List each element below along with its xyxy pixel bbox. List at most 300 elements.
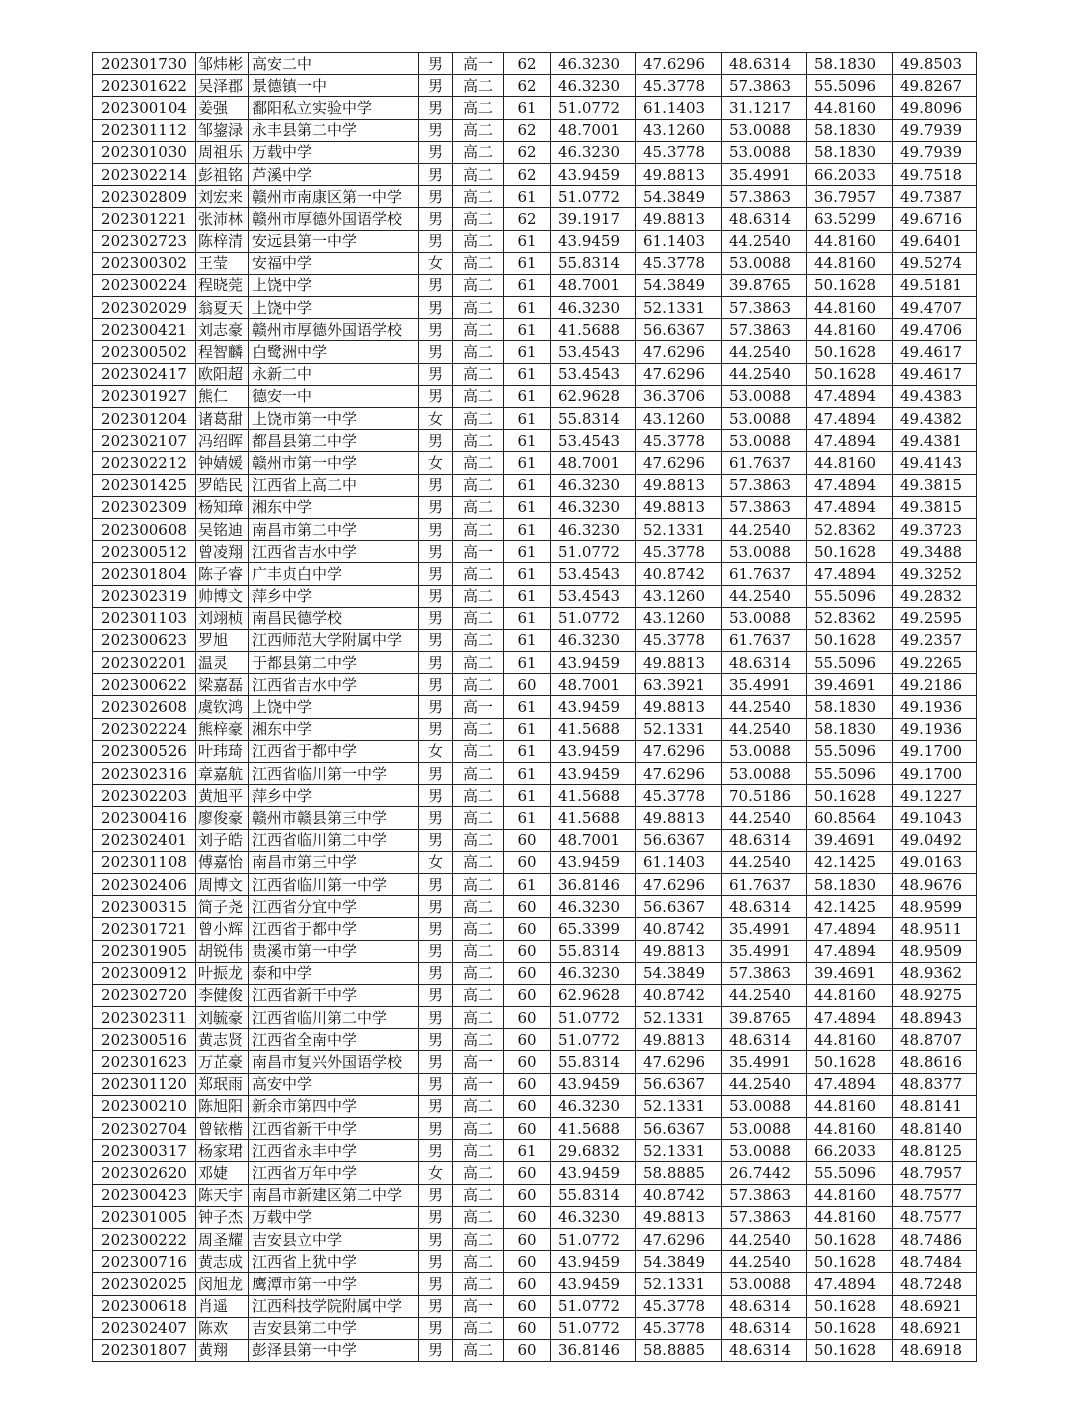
school-cell: 江西省新干中学 — [249, 1118, 419, 1140]
table-row — [93, 718, 977, 740]
school-cell: 赣州市南康区第一中学 — [249, 186, 419, 208]
score1-cell: 43.9459 — [551, 696, 636, 718]
student-id-cell: 202302319 — [93, 585, 196, 607]
score2-cell: 54.3849 — [636, 274, 722, 296]
score2-cell: 61.1403 — [636, 230, 722, 252]
score4-cell: 50.1628 — [807, 363, 893, 385]
score4-cell: 47.4894 — [807, 918, 893, 940]
score4-cell: 58.1830 — [807, 696, 893, 718]
grade-cell: 高二 — [453, 1118, 504, 1140]
score2-cell: 49.8813 — [636, 652, 722, 674]
table-row — [93, 297, 977, 319]
table-row — [93, 319, 977, 341]
score-cell: 61 — [504, 740, 551, 762]
score2-cell: 40.8742 — [636, 984, 722, 1006]
score3-cell: 57.3863 — [722, 319, 807, 341]
score4-cell: 66.2033 — [807, 1140, 893, 1162]
gender-cell: 男 — [419, 1273, 453, 1295]
score4-cell: 36.7957 — [807, 186, 893, 208]
name-cell: 诸葛甜 — [196, 408, 249, 430]
name-cell: 罗旭 — [196, 629, 249, 651]
gender-cell: 男 — [419, 141, 453, 163]
score2-cell: 58.8885 — [636, 1162, 722, 1184]
score3-cell: 70.5186 — [722, 785, 807, 807]
grade-cell: 高二 — [453, 829, 504, 851]
score-cell: 60 — [504, 1206, 551, 1228]
student-id-cell: 202302025 — [93, 1273, 196, 1295]
score1-cell: 43.9459 — [551, 1251, 636, 1273]
final-score-cell: 48.9676 — [893, 873, 977, 895]
score3-cell: 44.2540 — [722, 1251, 807, 1273]
score1-cell: 55.8314 — [551, 408, 636, 430]
table-row — [93, 1206, 977, 1228]
score-cell: 60 — [504, 1051, 551, 1073]
score2-cell: 43.1260 — [636, 607, 722, 629]
score1-cell: 41.5688 — [551, 785, 636, 807]
student-id-cell: 202301425 — [93, 474, 196, 496]
score1-cell: 51.0772 — [551, 1029, 636, 1051]
score-cell: 61 — [504, 541, 551, 563]
table-row — [93, 385, 977, 407]
name-cell: 陈天宇 — [196, 1184, 249, 1206]
school-cell: 贵溪市第一中学 — [249, 940, 419, 962]
final-score-cell: 48.9362 — [893, 962, 977, 984]
gender-cell: 男 — [419, 696, 453, 718]
score3-cell: 35.4991 — [722, 940, 807, 962]
score-cell: 60 — [504, 1273, 551, 1295]
grade-cell: 高二 — [453, 1317, 504, 1339]
score1-cell: 55.8314 — [551, 1184, 636, 1206]
score2-cell: 49.8813 — [636, 696, 722, 718]
school-cell: 江西科技学院附属中学 — [249, 1295, 419, 1317]
school-cell: 永丰县第二中学 — [249, 119, 419, 141]
final-score-cell: 49.0492 — [893, 829, 977, 851]
student-id-cell: 202301927 — [93, 385, 196, 407]
gender-cell: 男 — [419, 430, 453, 452]
score2-cell: 52.1331 — [636, 1273, 722, 1295]
gender-cell: 男 — [419, 518, 453, 540]
score2-cell: 56.6367 — [636, 829, 722, 851]
table-row — [93, 763, 977, 785]
score3-cell: 48.6314 — [722, 1029, 807, 1051]
gender-cell: 男 — [419, 607, 453, 629]
score1-cell: 62.9628 — [551, 385, 636, 407]
score1-cell: 43.9459 — [551, 1162, 636, 1184]
grade-cell: 高二 — [453, 674, 504, 696]
score3-cell: 44.2540 — [722, 1073, 807, 1095]
score4-cell: 50.1628 — [807, 1339, 893, 1361]
score3-cell: 44.2540 — [722, 696, 807, 718]
student-id-cell: 202302417 — [93, 363, 196, 385]
score1-cell: 48.7001 — [551, 674, 636, 696]
final-score-cell: 49.2265 — [893, 652, 977, 674]
score1-cell: 53.4543 — [551, 430, 636, 452]
grade-cell: 高二 — [453, 1228, 504, 1250]
score-cell: 61 — [504, 341, 551, 363]
table-row — [93, 496, 977, 518]
score1-cell: 43.9459 — [551, 763, 636, 785]
score4-cell: 44.8160 — [807, 1206, 893, 1228]
score3-cell: 53.0088 — [722, 1095, 807, 1117]
table-row — [93, 518, 977, 540]
grade-cell: 高二 — [453, 940, 504, 962]
grade-cell: 高二 — [453, 1029, 504, 1051]
student-id-cell: 202301804 — [93, 563, 196, 585]
score-cell: 61 — [504, 319, 551, 341]
school-cell: 泰和中学 — [249, 962, 419, 984]
gender-cell: 女 — [419, 851, 453, 873]
student-id-cell: 202302203 — [93, 785, 196, 807]
final-score-cell: 49.3252 — [893, 563, 977, 585]
school-cell: 安远县第一中学 — [249, 230, 419, 252]
score-cell: 62 — [504, 53, 551, 75]
table-row — [93, 785, 977, 807]
school-cell: 江西省万年中学 — [249, 1162, 419, 1184]
score3-cell: 44.2540 — [722, 585, 807, 607]
student-id-cell: 202300302 — [93, 252, 196, 274]
score1-cell: 36.8146 — [551, 1339, 636, 1361]
score-cell: 60 — [504, 1162, 551, 1184]
score1-cell: 43.9459 — [551, 230, 636, 252]
gender-cell: 男 — [419, 385, 453, 407]
table-row — [93, 141, 977, 163]
school-cell: 南昌市新建区第二中学 — [249, 1184, 419, 1206]
final-score-cell: 49.1700 — [893, 740, 977, 762]
table-row — [93, 474, 977, 496]
gender-cell: 男 — [419, 1228, 453, 1250]
score1-cell: 46.3230 — [551, 141, 636, 163]
school-cell: 吉安县第二中学 — [249, 1317, 419, 1339]
table-row — [93, 186, 977, 208]
score1-cell: 51.0772 — [551, 1228, 636, 1250]
score4-cell: 47.4894 — [807, 1073, 893, 1095]
final-score-cell: 49.5274 — [893, 252, 977, 274]
school-cell: 上饶中学 — [249, 274, 419, 296]
school-cell: 江西省上犹中学 — [249, 1251, 419, 1273]
student-id-cell: 202302608 — [93, 696, 196, 718]
score4-cell: 42.1425 — [807, 851, 893, 873]
name-cell: 陈欢 — [196, 1317, 249, 1339]
score4-cell: 47.4894 — [807, 408, 893, 430]
school-cell: 江西省上高二中 — [249, 474, 419, 496]
final-score-cell: 49.1043 — [893, 807, 977, 829]
table-row — [93, 896, 977, 918]
score2-cell: 45.3778 — [636, 252, 722, 274]
score4-cell: 44.8160 — [807, 1118, 893, 1140]
student-id-cell: 202301623 — [93, 1051, 196, 1073]
score4-cell: 50.1628 — [807, 1295, 893, 1317]
grade-cell: 高一 — [453, 541, 504, 563]
score1-cell: 46.3230 — [551, 297, 636, 319]
score2-cell: 61.1403 — [636, 851, 722, 873]
name-cell: 万芷豪 — [196, 1051, 249, 1073]
score4-cell: 63.5299 — [807, 208, 893, 230]
student-id-cell: 202300622 — [93, 674, 196, 696]
table-row — [93, 607, 977, 629]
score3-cell: 53.0088 — [722, 740, 807, 762]
gender-cell: 男 — [419, 629, 453, 651]
name-cell: 翁夏天 — [196, 297, 249, 319]
grade-cell: 高二 — [453, 230, 504, 252]
table-row — [93, 163, 977, 185]
grade-cell: 高一 — [453, 1295, 504, 1317]
score1-cell: 43.9459 — [551, 163, 636, 185]
student-id-cell: 202300416 — [93, 807, 196, 829]
name-cell: 周圣耀 — [196, 1228, 249, 1250]
score3-cell: 48.6314 — [722, 896, 807, 918]
school-cell: 永新二中 — [249, 363, 419, 385]
gender-cell: 男 — [419, 1317, 453, 1339]
score4-cell: 47.4894 — [807, 474, 893, 496]
student-id-cell: 202302401 — [93, 829, 196, 851]
school-cell: 赣州市赣县第三中学 — [249, 807, 419, 829]
grade-cell: 高一 — [453, 696, 504, 718]
student-id-cell: 202300104 — [93, 97, 196, 119]
gender-cell: 女 — [419, 408, 453, 430]
table-row — [93, 1339, 977, 1361]
grade-cell: 高二 — [453, 408, 504, 430]
name-cell: 叶玮琦 — [196, 740, 249, 762]
final-score-cell: 49.6716 — [893, 208, 977, 230]
score1-cell: 62.9628 — [551, 984, 636, 1006]
student-id-cell: 202300516 — [93, 1029, 196, 1051]
score3-cell: 35.4991 — [722, 1051, 807, 1073]
score2-cell: 52.1331 — [636, 1095, 722, 1117]
school-cell: 湘东中学 — [249, 496, 419, 518]
school-cell: 萍乡中学 — [249, 785, 419, 807]
score2-cell: 45.3778 — [636, 1317, 722, 1339]
score3-cell: 53.0088 — [722, 1273, 807, 1295]
score3-cell: 57.3863 — [722, 297, 807, 319]
school-cell: 赣州市第一中学 — [249, 452, 419, 474]
school-cell: 江西省临川第二中学 — [249, 829, 419, 851]
score4-cell: 44.8160 — [807, 452, 893, 474]
gender-cell: 男 — [419, 163, 453, 185]
name-cell: 邹鋆渌 — [196, 119, 249, 141]
school-cell: 江西省临川第一中学 — [249, 763, 419, 785]
grade-cell: 高二 — [453, 652, 504, 674]
table-row — [93, 408, 977, 430]
grade-cell: 高二 — [453, 141, 504, 163]
table-row — [93, 585, 977, 607]
score2-cell: 49.8813 — [636, 940, 722, 962]
gender-cell: 男 — [419, 274, 453, 296]
school-cell: 湘东中学 — [249, 718, 419, 740]
grade-cell: 高一 — [453, 1051, 504, 1073]
table-row — [93, 97, 977, 119]
school-cell: 安福中学 — [249, 252, 419, 274]
score2-cell: 54.3849 — [636, 186, 722, 208]
table-row — [93, 918, 977, 940]
table-row — [93, 940, 977, 962]
score1-cell: 41.5688 — [551, 807, 636, 829]
final-score-cell: 49.2832 — [893, 585, 977, 607]
table-row — [93, 1095, 977, 1117]
student-id-cell: 202300222 — [93, 1228, 196, 1250]
table-row — [93, 873, 977, 895]
final-score-cell: 48.8141 — [893, 1095, 977, 1117]
score2-cell: 47.6296 — [636, 873, 722, 895]
score1-cell: 48.7001 — [551, 274, 636, 296]
final-score-cell: 48.9511 — [893, 918, 977, 940]
final-score-cell: 48.8125 — [893, 1140, 977, 1162]
score2-cell: 40.8742 — [636, 563, 722, 585]
score-cell: 60 — [504, 829, 551, 851]
name-cell: 姜强 — [196, 97, 249, 119]
grade-cell: 高二 — [453, 1095, 504, 1117]
name-cell: 帅博文 — [196, 585, 249, 607]
grade-cell: 高二 — [453, 807, 504, 829]
grade-cell: 高二 — [453, 1184, 504, 1206]
school-cell: 吉安县立中学 — [249, 1228, 419, 1250]
score-cell: 61 — [504, 652, 551, 674]
score1-cell: 46.3230 — [551, 962, 636, 984]
school-cell: 江西省永丰中学 — [249, 1140, 419, 1162]
name-cell: 傅嘉怡 — [196, 851, 249, 873]
grade-cell: 高二 — [453, 763, 504, 785]
table-row — [93, 696, 977, 718]
student-id-cell: 202302029 — [93, 297, 196, 319]
student-id-cell: 202300210 — [93, 1095, 196, 1117]
score1-cell: 43.9459 — [551, 851, 636, 873]
score3-cell: 53.0088 — [722, 607, 807, 629]
score2-cell: 56.6367 — [636, 1118, 722, 1140]
table-row — [93, 252, 977, 274]
gender-cell: 男 — [419, 918, 453, 940]
score1-cell: 43.9459 — [551, 1073, 636, 1095]
score-cell: 61 — [504, 718, 551, 740]
score4-cell: 44.8160 — [807, 252, 893, 274]
table-row — [93, 230, 977, 252]
final-score-cell: 48.8377 — [893, 1073, 977, 1095]
score2-cell: 54.3849 — [636, 1251, 722, 1273]
student-id-cell: 202302809 — [93, 186, 196, 208]
gender-cell: 男 — [419, 363, 453, 385]
score3-cell: 44.2540 — [722, 851, 807, 873]
score4-cell: 47.4894 — [807, 496, 893, 518]
final-score-cell: 49.8096 — [893, 97, 977, 119]
score2-cell: 47.6296 — [636, 341, 722, 363]
table-row — [93, 829, 977, 851]
score-cell: 61 — [504, 873, 551, 895]
score3-cell: 31.1217 — [722, 97, 807, 119]
student-id-cell: 202300912 — [93, 962, 196, 984]
score2-cell: 47.6296 — [636, 740, 722, 762]
name-cell: 黄旭平 — [196, 785, 249, 807]
gender-cell: 男 — [419, 1007, 453, 1029]
score4-cell: 58.1830 — [807, 53, 893, 75]
score3-cell: 44.2540 — [722, 230, 807, 252]
score1-cell: 46.3230 — [551, 75, 636, 97]
school-cell: 上饶市第一中学 — [249, 408, 419, 430]
school-cell: 江西省全南中学 — [249, 1029, 419, 1051]
score2-cell: 49.8813 — [636, 807, 722, 829]
student-id-cell: 202302212 — [93, 452, 196, 474]
gender-cell: 男 — [419, 1184, 453, 1206]
grade-cell: 高二 — [453, 740, 504, 762]
final-score-cell: 48.7577 — [893, 1184, 977, 1206]
student-id-cell: 202300224 — [93, 274, 196, 296]
gender-cell: 男 — [419, 186, 453, 208]
score2-cell: 45.3778 — [636, 141, 722, 163]
score3-cell: 48.6314 — [722, 829, 807, 851]
grade-cell: 高二 — [453, 341, 504, 363]
name-cell: 王莹 — [196, 252, 249, 274]
table-row — [93, 53, 977, 75]
score2-cell: 49.8813 — [636, 163, 722, 185]
score-cell: 61 — [504, 274, 551, 296]
grade-cell: 高二 — [453, 496, 504, 518]
school-cell: 高安二中 — [249, 53, 419, 75]
score2-cell: 47.6296 — [636, 452, 722, 474]
score2-cell: 52.1331 — [636, 718, 722, 740]
score4-cell: 55.5096 — [807, 763, 893, 785]
student-id-cell: 202300315 — [93, 896, 196, 918]
final-score-cell: 48.8943 — [893, 1007, 977, 1029]
final-score-cell: 48.9599 — [893, 896, 977, 918]
final-score-cell: 49.5181 — [893, 274, 977, 296]
grade-cell: 高二 — [453, 585, 504, 607]
gender-cell: 男 — [419, 718, 453, 740]
score1-cell: 53.4543 — [551, 363, 636, 385]
name-cell: 温灵 — [196, 652, 249, 674]
name-cell: 程晓莞 — [196, 274, 249, 296]
score3-cell: 53.0088 — [722, 408, 807, 430]
grade-cell: 高二 — [453, 1339, 504, 1361]
name-cell: 章嘉航 — [196, 763, 249, 785]
score3-cell: 53.0088 — [722, 119, 807, 141]
grade-cell: 高二 — [453, 1206, 504, 1228]
gender-cell: 男 — [419, 674, 453, 696]
student-id-cell: 202301730 — [93, 53, 196, 75]
score3-cell: 53.0088 — [722, 141, 807, 163]
grade-cell: 高二 — [453, 452, 504, 474]
score-cell: 61 — [504, 430, 551, 452]
final-score-cell: 49.3815 — [893, 474, 977, 496]
name-cell: 冯绍晖 — [196, 430, 249, 452]
school-cell: 上饶中学 — [249, 297, 419, 319]
score2-cell: 54.3849 — [636, 962, 722, 984]
grade-cell: 高二 — [453, 873, 504, 895]
score3-cell: 61.7637 — [722, 629, 807, 651]
name-cell: 熊梓豪 — [196, 718, 249, 740]
final-score-cell: 49.7518 — [893, 163, 977, 185]
final-score-cell: 49.2357 — [893, 629, 977, 651]
table-row — [93, 629, 977, 651]
score-cell: 61 — [504, 696, 551, 718]
grade-cell: 高二 — [453, 1140, 504, 1162]
table-row — [93, 1140, 977, 1162]
gender-cell: 女 — [419, 1162, 453, 1184]
student-id-cell: 202302309 — [93, 496, 196, 518]
score-cell: 61 — [504, 629, 551, 651]
grade-cell: 高一 — [453, 1073, 504, 1095]
gender-cell: 男 — [419, 984, 453, 1006]
grade-cell: 高二 — [453, 1251, 504, 1273]
school-cell: 于都县第二中学 — [249, 652, 419, 674]
score2-cell: 45.3778 — [636, 785, 722, 807]
gender-cell: 男 — [419, 940, 453, 962]
final-score-cell: 49.6401 — [893, 230, 977, 252]
name-cell: 罗皓民 — [196, 474, 249, 496]
student-id-cell: 202302407 — [93, 1317, 196, 1339]
final-score-cell: 49.2186 — [893, 674, 977, 696]
score1-cell: 43.9459 — [551, 740, 636, 762]
score4-cell: 47.4894 — [807, 563, 893, 585]
name-cell: 吴泽郡 — [196, 75, 249, 97]
name-cell: 刘宏来 — [196, 186, 249, 208]
score1-cell: 46.3230 — [551, 629, 636, 651]
